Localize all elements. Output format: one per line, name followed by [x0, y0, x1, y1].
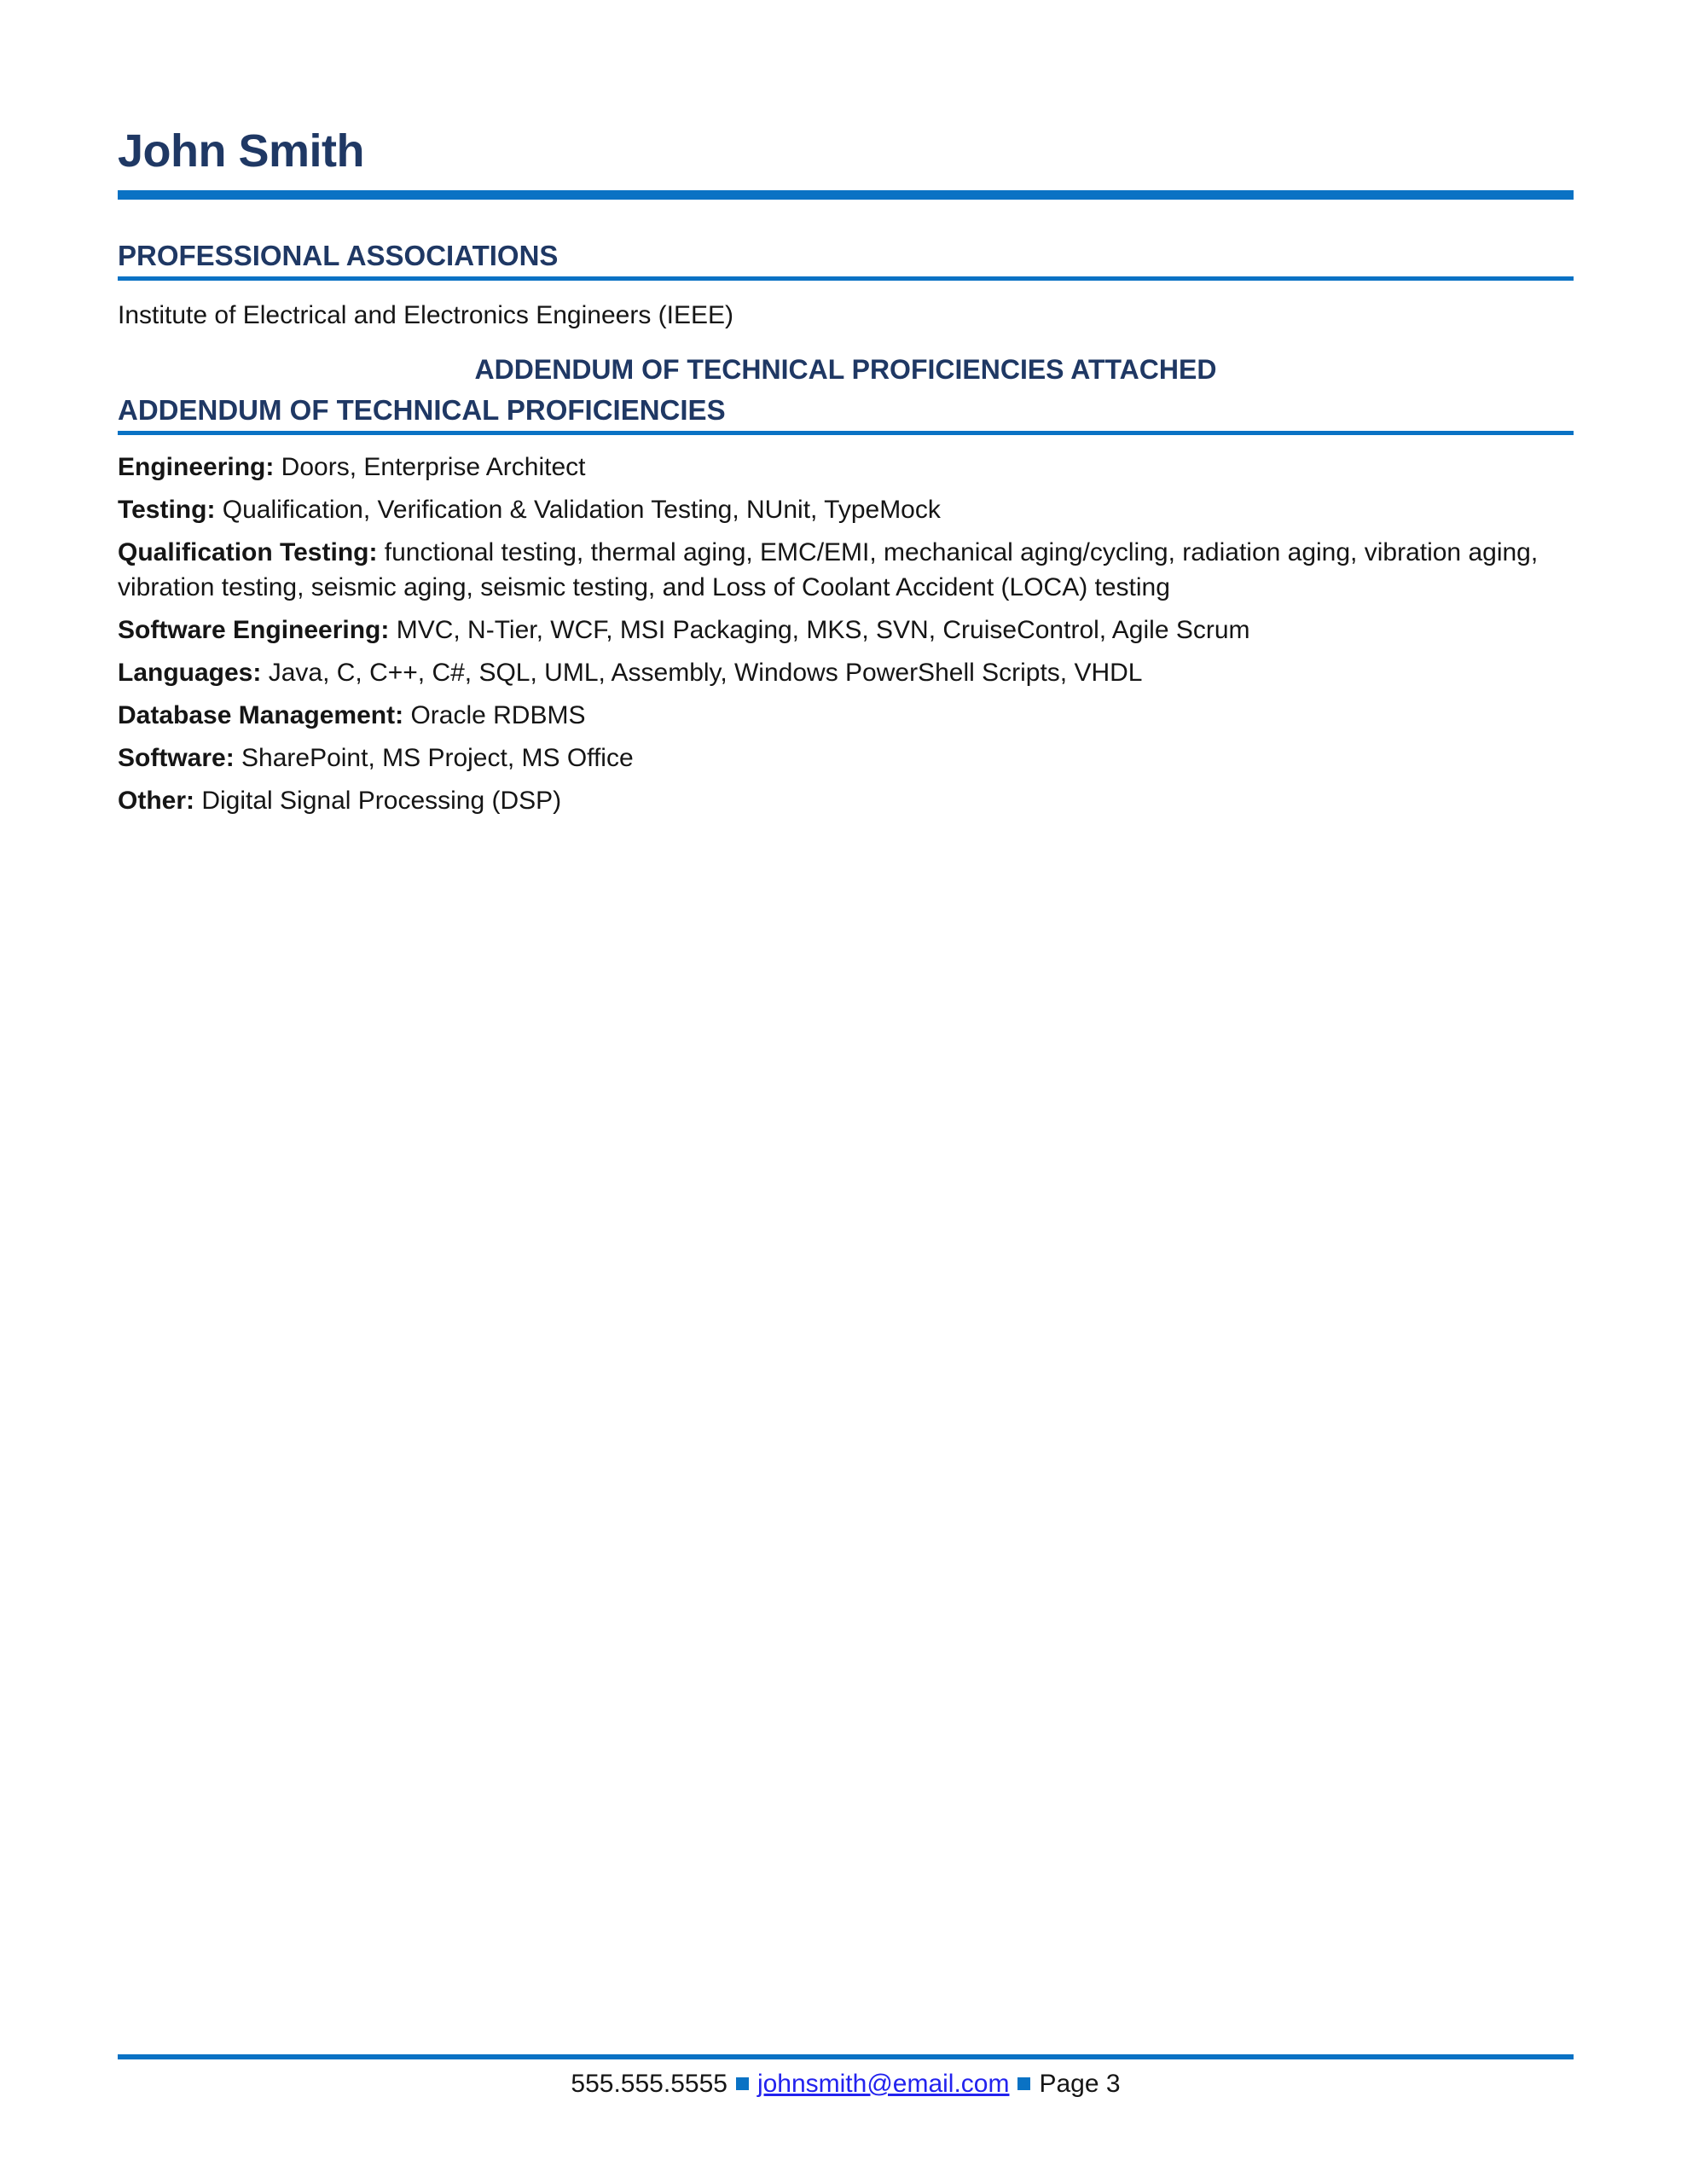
skill-label: Languages:: [118, 659, 262, 687]
addendum-notice: ADDENDUM OF TECHNICAL PROFICIENCIES ATTACHED: [474, 354, 1217, 385]
skill-label: Qualification Testing:: [118, 538, 378, 566]
skill-value: Java, C, C++, C#, SQL, UML, Assembly, Windows PowerShell Scripts, VHDL: [261, 659, 1143, 687]
skill-value: Qualification, Verification & Validation Testing, NUnit, TypeMock: [215, 496, 941, 524]
footer-text: [118, 2067, 1574, 2101]
skill-label: Testing:: [118, 496, 216, 524]
page-number: Page 3: [1039, 2070, 1121, 2098]
page-content: [0, 0, 1687, 818]
skill-value: Doors, Enterprise Architect: [274, 453, 586, 481]
skill-line-languages: [118, 655, 1574, 690]
skill-line-qualification-testing: [118, 535, 1574, 605]
footer-rule: [118, 2054, 1574, 2059]
skill-value: Oracle RDBMS: [403, 701, 586, 729]
skill-line-software: [118, 741, 1574, 775]
skill-line-database-management: [118, 698, 1574, 733]
page-title: John Smith: [118, 125, 364, 177]
skill-value: SharePoint, MS Project, MS Office: [234, 744, 634, 772]
skills-list: [118, 450, 1574, 818]
square-bullet-icon: [736, 2077, 749, 2090]
skill-label: Software:: [118, 744, 235, 772]
square-bullet-icon: [1017, 2077, 1030, 2090]
section-title-professional-associations: PROFESSIONAL ASSOCIATIONS: [118, 240, 559, 271]
skill-label: Engineering:: [118, 453, 275, 481]
skill-line-software-engineering: [118, 613, 1574, 648]
skill-line-testing: [118, 492, 1574, 527]
skill-label: Database Management:: [118, 701, 404, 729]
section-rule: [118, 431, 1574, 435]
section-title-addendum: ADDENDUM OF TECHNICAL PROFICIENCIES: [118, 394, 726, 426]
skill-line-engineering: [118, 450, 1574, 485]
skill-value: functional testing, thermal aging, EMC/EMI, mechanical aging/cycling, radiation aging, vibration aging, vibration testing, seismic aging, seismic testing, and Loss of Coolant Accident (LOCA) testing: [118, 538, 1539, 601]
skill-value: MVC, N-Tier, WCF, MSI Packaging, MKS, SVN, CruiseControl, Agile Scrum: [389, 616, 1250, 644]
section-rule: [118, 276, 1574, 281]
header-rule: [118, 190, 1574, 200]
skill-value: Digital Signal Processing (DSP): [194, 787, 562, 815]
professional-associations-body: Institute of Electrical and Electronics Engineers (IEEE): [118, 301, 733, 329]
email-link[interactable]: johnsmith@email.com: [757, 2070, 1010, 2098]
page-footer: [118, 2054, 1574, 2101]
phone-number: 555.555.5555: [571, 2070, 728, 2098]
skill-label: Software Engineering:: [118, 616, 390, 644]
skill-line-other: [118, 783, 1574, 818]
skill-label: Other:: [118, 787, 194, 815]
